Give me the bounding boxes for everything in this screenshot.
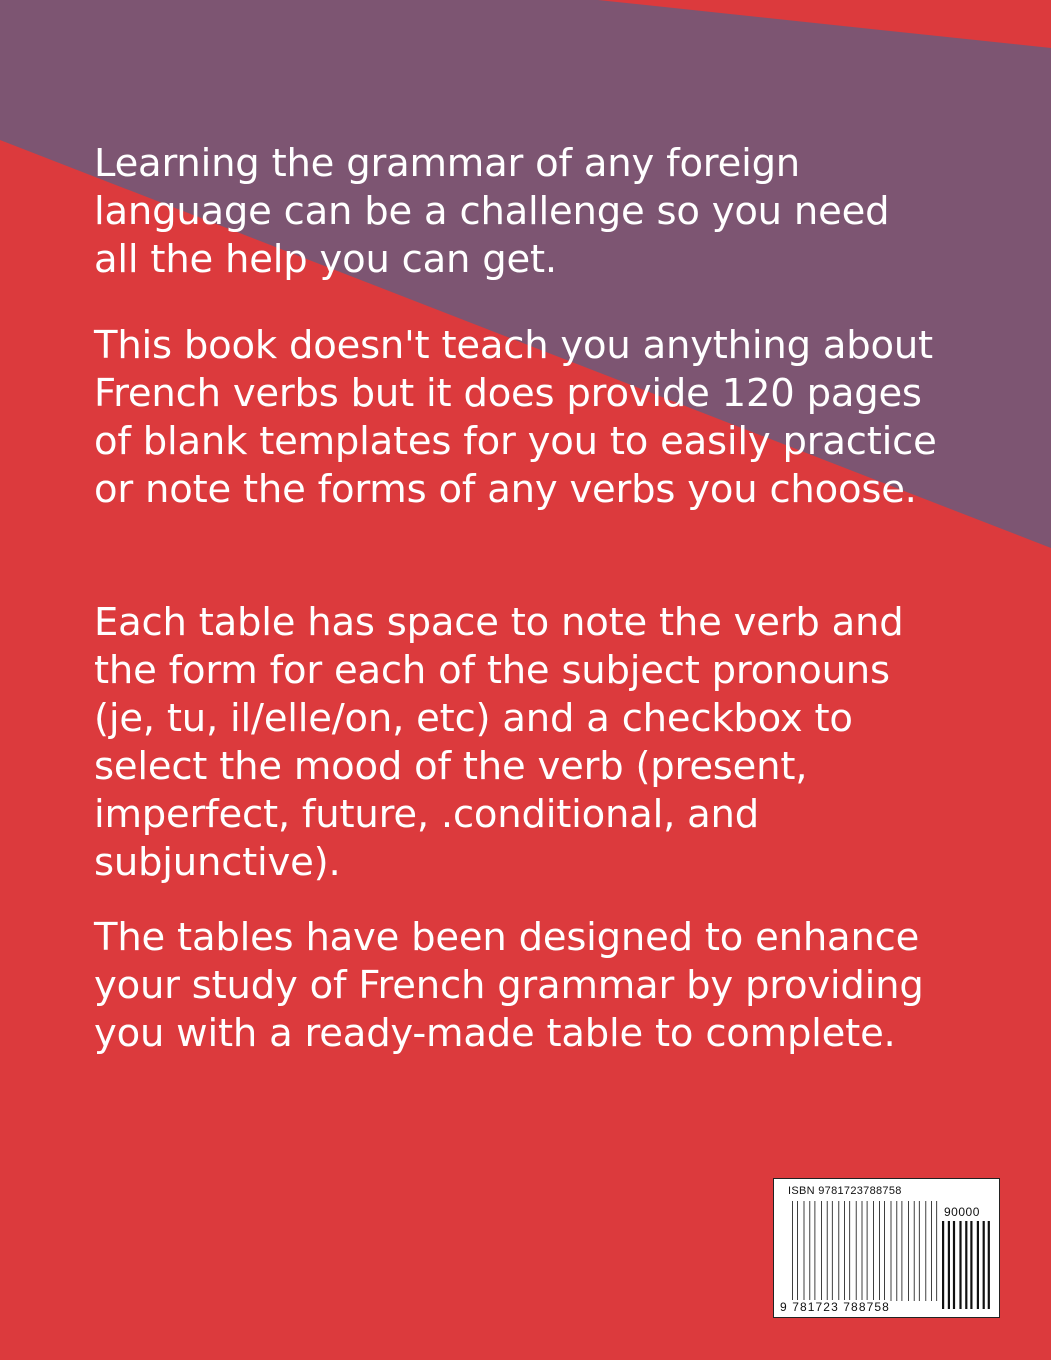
barcode-bar	[936, 1201, 937, 1301]
barcode-bar	[891, 1201, 892, 1301]
barcode-bar	[914, 1201, 915, 1301]
barcode-bar	[809, 1201, 810, 1301]
barcode-bar	[862, 1201, 863, 1301]
isbn-label: ISBN 9781723788758	[788, 1185, 902, 1197]
blurb-paragraph-1: Learning the grammar of any foreign language can be a challenge so you need all the help you can get.	[94, 141, 890, 282]
barcode-bar	[908, 1201, 909, 1301]
barcode-bar	[797, 1201, 798, 1301]
barcode-bar	[849, 1201, 850, 1301]
barcode-bar	[832, 1201, 833, 1301]
barcode-bar	[948, 1221, 950, 1309]
barcode-bar	[959, 1221, 961, 1309]
barcode-bar	[867, 1201, 868, 1301]
barcode-bar	[931, 1201, 932, 1301]
barcode-bar	[856, 1201, 857, 1301]
blurb-paragraph-4: The tables have been designed to enhance your study of French grammar by providing you with a ready-made table to complete.	[94, 915, 924, 1056]
barcode-bar	[844, 1201, 845, 1301]
isbn-barcode-box	[773, 1178, 1000, 1318]
barcode-bar	[970, 1221, 972, 1309]
barcode-bar	[896, 1201, 897, 1301]
barcode-bar	[827, 1201, 828, 1301]
barcode-bar	[838, 1201, 839, 1301]
barcode-addon-bars	[942, 1221, 990, 1309]
blurb-paragraph-3: Each table has space to note the verb and the form for each of the subject pronouns (je, tu, il/elle/on, etc) and a checkbox to select the mood of the verb (present, imperfect, future, .conditional, and subjunctive).	[94, 600, 904, 885]
barcode-bar	[821, 1201, 822, 1301]
barcode-bar	[977, 1221, 979, 1309]
barcode-bar	[873, 1201, 874, 1301]
barcode-bar	[983, 1221, 985, 1309]
barcode-bar	[925, 1201, 926, 1301]
barcode-bar	[953, 1221, 955, 1309]
barcode-bar	[919, 1201, 920, 1301]
blurb-paragraph-2: This book doesn't teach you anything about French verbs but it does provide 120 pages of blank templates for you to easily practice or note the forms of any verbs you choose.	[94, 323, 937, 512]
price-code: 90000	[944, 1205, 980, 1219]
barcode-bar	[988, 1221, 990, 1309]
barcode-bar	[902, 1201, 903, 1301]
barcode-bar	[804, 1201, 805, 1301]
barcode-main-bars	[792, 1201, 939, 1301]
barcode-bar	[879, 1201, 880, 1301]
barcode-bar	[884, 1201, 885, 1301]
barcode-bar	[965, 1221, 967, 1309]
barcode-bar	[942, 1221, 944, 1309]
barcode-bar	[792, 1201, 793, 1301]
barcode-digits: 9 781723 788758	[780, 1300, 890, 1314]
barcode-bar	[815, 1201, 816, 1301]
